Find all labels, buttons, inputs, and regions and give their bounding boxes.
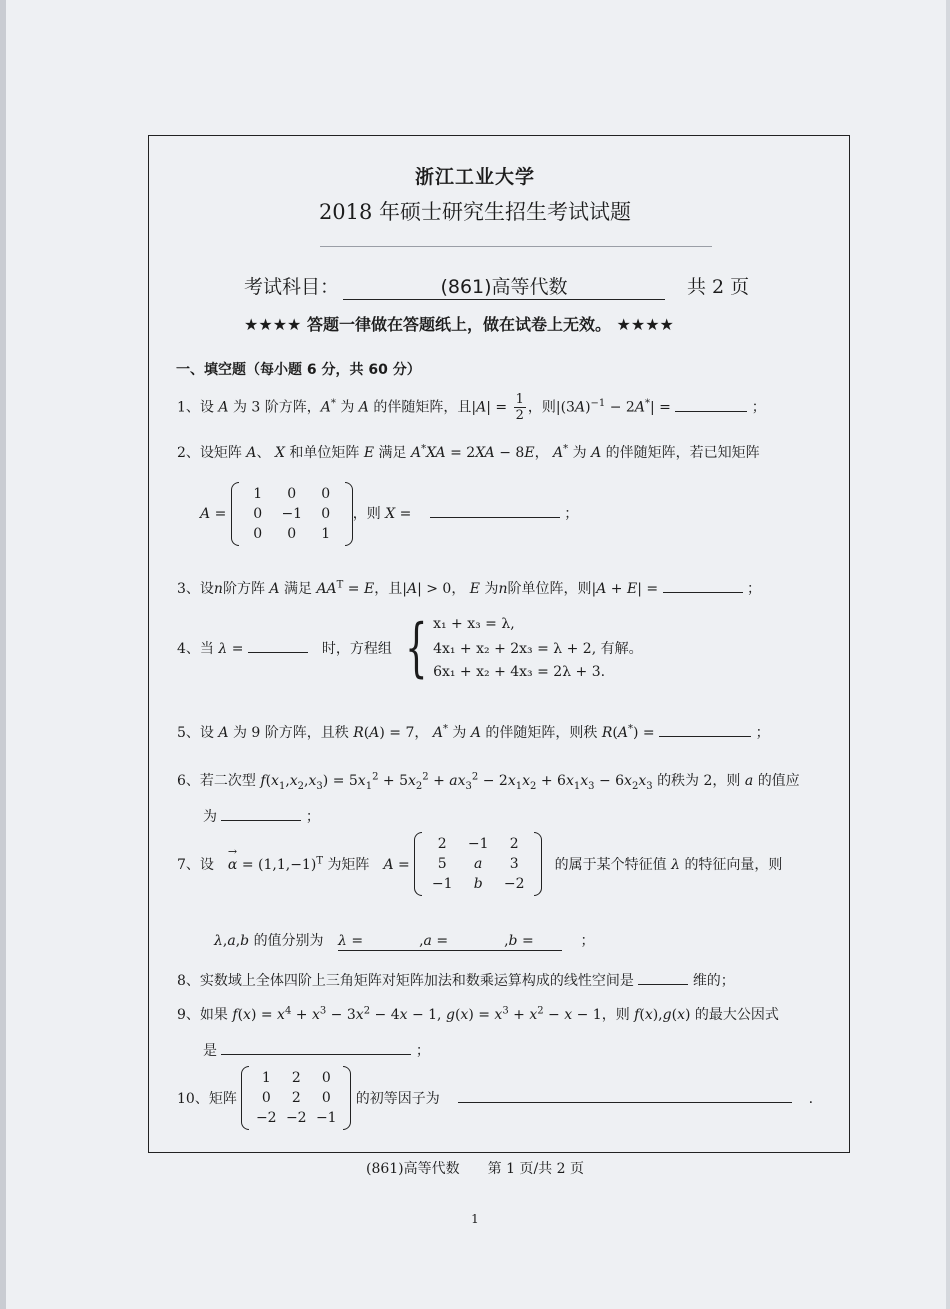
q2-text: ， (534, 445, 549, 461)
q2-text: 的伴随矩阵，若已知矩阵 (605, 445, 760, 461)
subject-value: (861)高等代数 (343, 272, 665, 300)
q10-matrix-cell: 0 (261, 1090, 271, 1106)
q6-text: 为 (203, 809, 217, 825)
question-6: 6、若二次型 $f(x_1,x_2,x_3) = 5x_1^2 + 5x_2^2 + ax_3^2 - 2x_1x_2 + 6x_1x_3 - 6x_2x_3$ 的秩为 2，则 a 的值应 (177, 771, 800, 792)
q2-text: 和单位矩阵 (289, 445, 360, 461)
q1-text: 为 3 阶方阵， (232, 399, 321, 416)
q4-equation: x₁ + x₃ = λ, (433, 616, 515, 632)
school-name: 浙江工业大学 (414, 166, 535, 188)
q8-answer-blank[interactable] (638, 984, 688, 985)
q5-text: ； (755, 725, 770, 741)
q3-text: 为 (484, 581, 499, 597)
q4-text: 4、当 (177, 641, 214, 657)
q3-answer-blank[interactable] (663, 592, 743, 593)
q8-text: 维的； (692, 973, 735, 989)
q9-text: 是 (203, 1043, 217, 1059)
q3-text: 阶方阵 (222, 581, 265, 597)
q10-text: 的初等因子为 (355, 1091, 440, 1107)
q1-answer-blank[interactable] (675, 411, 747, 412)
q3-text: 3、设 (177, 581, 214, 597)
q5-text: 5、设 (177, 725, 214, 741)
q4-text: 有解。 (600, 641, 643, 657)
q9-text: 9、如果 (177, 1007, 228, 1023)
q7-text: 的特征向量，则 (684, 857, 783, 873)
q7-matrix-cell: b (473, 876, 483, 892)
q3-text: ； (747, 581, 762, 597)
q1-fraction (514, 392, 526, 423)
q7-matrix (414, 832, 542, 896)
q1-text: 1、设 (177, 399, 214, 416)
q5-answer-blank[interactable] (659, 736, 751, 737)
page-footer: (861)高等代数 第 1 页/共 2 页 (366, 1161, 584, 1177)
q1-text: ，则 (527, 399, 556, 416)
q2-matrix-cell: 0 (253, 526, 263, 542)
q10-matrix (241, 1066, 351, 1130)
brace-icon: { (405, 611, 428, 685)
question-6-line-2 (203, 806, 320, 826)
q2-matrix-cell: 0 (321, 506, 331, 522)
subject-label: 考试科目： (244, 276, 340, 298)
q10-text: . (808, 1091, 814, 1107)
q9-text: ； (415, 1043, 430, 1059)
q4-equation: 6x₁ + x₂ + 4x₃ = 2λ + 3. (433, 664, 606, 680)
section-title: 一、填空题（每小题 6 分，共 60 分） (176, 362, 421, 378)
answer-notice: ★★★★ 答题一律做在答题纸上，做在试卷上无效。 ★★★★ (244, 315, 674, 334)
q7-text: ； (580, 933, 595, 949)
q2-matrix-cell: −1 (281, 506, 303, 522)
q2-answer-blank[interactable] (430, 517, 560, 518)
q1-frac-denominator: 2 (515, 408, 524, 423)
q7-matrix-cell: −2 (503, 876, 525, 892)
page-count: 共 2 页 (687, 276, 750, 298)
q10-answer-blank[interactable] (458, 1102, 792, 1103)
q7-matrix-cell: −1 (467, 836, 489, 852)
q6-answer-blank[interactable] (221, 820, 301, 821)
q7-matrix-cell: 2 (437, 836, 447, 852)
question-2-matrix-row: A = 1 0 0 0 −1 0 0 0 1 ，则 X = ； (200, 482, 578, 546)
q7-matrix-cell: 5 (437, 856, 447, 872)
q9-text: ，则 (601, 1007, 630, 1023)
question-2: 2、设矩阵 A、 X 和单位矩阵 E 满足 A*XA = 2XA − 8E， A* 为 A 的伴随矩阵，若已知矩阵 (177, 443, 760, 461)
q3-text: ，且 (374, 581, 403, 597)
q9-answer-blank[interactable] (221, 1054, 411, 1055)
q5-text: 为 (452, 725, 467, 741)
q2-matrix-cell: 0 (253, 506, 263, 522)
question-9-line-2 (203, 1040, 430, 1060)
question-7: 7、设 → $\alpha = (1,1,-1)^T$ 为矩阵 A = 2 −1 2 5 a 3 −1 b −2 的属于某个特征值 λ 的特征向量，则 (177, 832, 782, 896)
exam-title: 2018 年硕士研究生招生考试试题 (318, 200, 632, 224)
question-10 (177, 1066, 813, 1130)
q10-text: 10、矩阵 (177, 1091, 237, 1107)
question-4: 4、当 λ = 时，方程组 { x₁ + x₃ = λ, 4x₁ + x₂ + 2x₃ = λ + 2, 有解。 6x₁ + x₂ + 4x₃ = 2λ + 3. (177, 611, 643, 685)
q7-answer-blank[interactable]: λ = ,a = ,b = (338, 930, 562, 951)
q10-matrix-cell: 2 (291, 1070, 301, 1086)
q7-matrix-cell: a (474, 856, 483, 872)
q4-text: 时，方程组 (321, 641, 392, 657)
q7-matrix-cell: 3 (509, 856, 519, 872)
q5-text: ， (414, 725, 429, 741)
q1-text: ； (751, 399, 766, 416)
q2-matrix-cell: 1 (321, 526, 331, 542)
q10-matrix-cell: 2 (291, 1090, 301, 1106)
question-8 (177, 970, 735, 990)
q10-matrix-cell: −2 (255, 1110, 277, 1126)
q7-text: 的值分别为 (253, 933, 324, 949)
q8-text: 8、实数域上全体四阶上三角矩阵对矩阵加法和数乘运算构成的线性空间是 (177, 973, 634, 989)
question-9: 9、如果 $f(x) = x^4 + x^3 - 3x^2 - 4x - 1$, $g(x) = x^3 + x^2 - x - 1$，则 f(x),g(x) 的最大公因式 (177, 1005, 779, 1023)
question-1: 1、设 A 为 3 阶方阵，A* 为 A 的伴随矩阵，且|A| = $\frac{1}{2}$ ，则$|(3A)^{-1} - 2A^*|$ = ； (177, 392, 766, 423)
subject-row (244, 272, 749, 300)
q10-matrix-cell: −1 (315, 1110, 337, 1126)
q3-text: 满足 (283, 581, 312, 597)
q2-text: 、 (256, 445, 271, 461)
q1-text: 的伴随矩阵，且 (373, 399, 472, 416)
q2-matrix-cell: 0 (287, 526, 297, 542)
q5-text: 为 9 阶方阵，且秩 (232, 725, 349, 741)
q3-text: ， (451, 581, 466, 597)
q7-text: 为矩阵 (327, 857, 370, 873)
q2-matrix-cell: 1 (253, 486, 263, 502)
q6-text: 的秩为 2，则 (657, 773, 741, 789)
q2-matrix-cell: 0 (321, 486, 331, 502)
q2-text: 为 (572, 445, 587, 461)
q6-text: ； (305, 809, 320, 825)
q10-matrix-cell: 0 (321, 1070, 331, 1086)
q5-text: 的伴随矩阵，则秩 (485, 725, 598, 741)
q6-text: 的值应 (757, 773, 800, 789)
q7-matrix-cell: −1 (431, 876, 453, 892)
q10-matrix-cell: −2 (285, 1110, 307, 1126)
q3-text: 阶单位阵，则 (507, 581, 592, 597)
q4-answer-blank[interactable] (248, 652, 308, 653)
q2-text: ，则 (352, 506, 381, 522)
q1-text: 为 (340, 399, 355, 416)
q1-frac-numerator: 1 (515, 392, 524, 407)
q7-matrix-cell: 2 (509, 836, 519, 852)
page-number: 1 (471, 1212, 479, 1226)
q2-text: 2、设矩阵 (177, 445, 242, 461)
question-5: 5、设 A 为 9 阶方阵，且秩 R(A) = 7， A* 为 A 的伴随矩阵，则秩 R(A*) = ； (177, 723, 770, 741)
q7-text: 7、设 (177, 857, 214, 873)
title-divider (320, 246, 712, 247)
q2-matrix-cell: 0 (287, 486, 297, 502)
question-7-line-2: λ,a,b 的值分别为 λ = ,a = ,b = ； (214, 930, 594, 951)
q2-text: ； (564, 506, 579, 522)
question-3: 3、设n阶方阵 A 满足 $AA^T = E$，且|A| > 0， E 为n阶单位阵，则|A + E| = ； (177, 579, 762, 597)
q10-matrix-cell: 0 (321, 1090, 331, 1106)
q2-matrix (231, 482, 353, 546)
q7-text: 的属于某个特征值 (554, 857, 667, 873)
q2-text: 满足 (378, 445, 407, 461)
q9-text: 的最大公因式 (694, 1007, 779, 1023)
q6-text: 6、若二次型 (177, 773, 256, 789)
q10-matrix-cell: 1 (261, 1070, 271, 1086)
q4-equation: 4x₁ + x₂ + 2x₃ = λ + 2, (433, 641, 597, 657)
